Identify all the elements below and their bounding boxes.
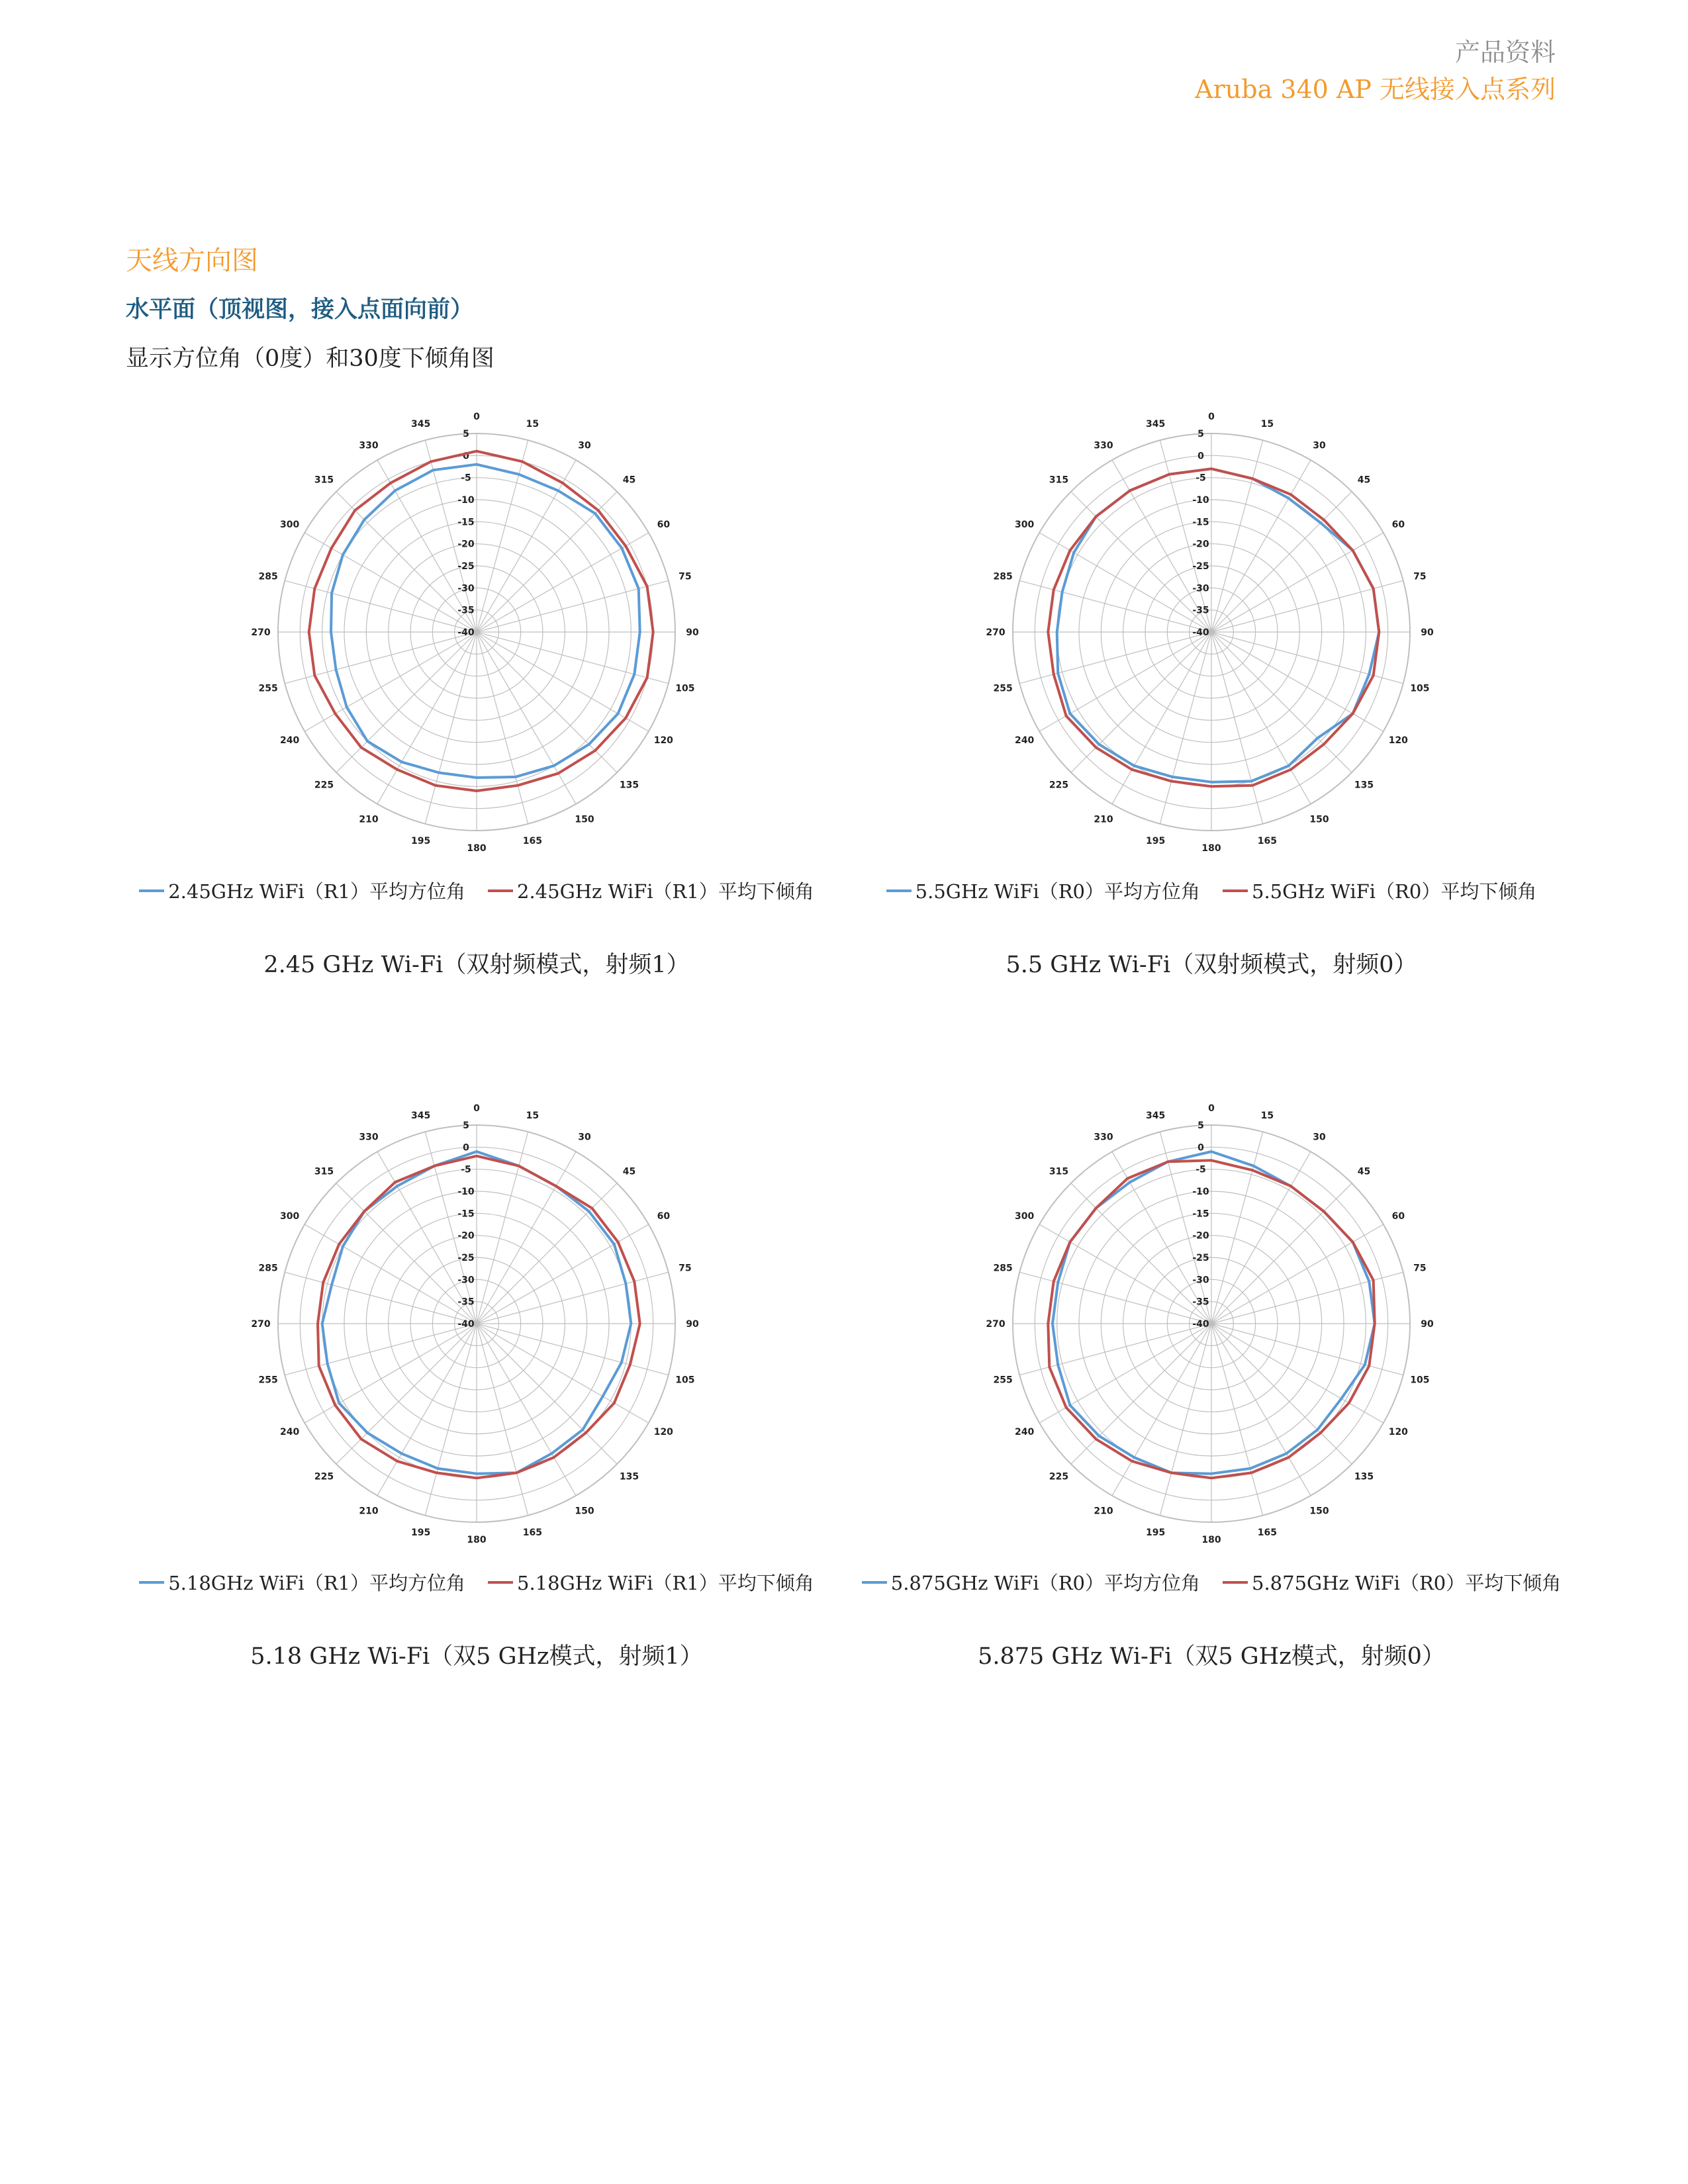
angle-tick-label: 15 <box>1260 419 1274 430</box>
polar-plot-svg <box>113 404 841 920</box>
polar-chart-5-875ghz <box>847 1095 1575 1678</box>
angle-tick-label: 180 <box>1201 843 1221 854</box>
angle-tick-label: 300 <box>1015 520 1035 530</box>
polar-chart-5-5ghz <box>847 404 1575 986</box>
grid-spoke <box>336 1183 477 1324</box>
angle-tick-label: 60 <box>657 520 671 530</box>
angle-tick-label: 15 <box>1260 1111 1274 1122</box>
legend-swatch-downtilt <box>1223 1581 1248 1584</box>
angle-tick-label: 225 <box>314 780 334 791</box>
angle-tick-label: 195 <box>1146 835 1166 846</box>
angle-tick-label: 330 <box>359 1132 379 1143</box>
angle-tick-label: 255 <box>993 683 1013 694</box>
grid-spoke <box>1211 632 1263 824</box>
polar-chart-5-18ghz <box>113 1095 841 1678</box>
radial-tick-label: -20 <box>1192 1230 1209 1242</box>
radial-tick-label: -25 <box>457 1253 475 1263</box>
angle-tick-label: 240 <box>1015 735 1035 746</box>
angle-tick-label: 255 <box>258 1375 278 1386</box>
chart-legend <box>113 877 841 904</box>
angle-tick-label: 225 <box>1049 1471 1069 1482</box>
angle-tick-label: 345 <box>1146 1111 1166 1122</box>
angle-tick-label: 225 <box>1049 780 1069 791</box>
angle-tick-label: 120 <box>653 735 673 746</box>
series-downtilt-line <box>309 451 653 791</box>
angle-tick-label: 285 <box>993 571 1013 582</box>
grid-spoke <box>477 1324 669 1375</box>
legend-item-azimuth <box>862 1569 1200 1596</box>
angle-tick-label: 165 <box>1257 1527 1277 1538</box>
angle-tick-label: 90 <box>686 627 699 638</box>
angle-tick-label: 0 <box>473 412 480 422</box>
angle-tick-label: 0 <box>1208 412 1215 422</box>
polar-plot-svg <box>113 1095 841 1612</box>
radial-tick-label: -30 <box>457 1275 475 1286</box>
legend-label-downtilt: 5.18GHz WiFi（R1）平均下倾角 <box>517 1572 814 1594</box>
angle-tick-label: 285 <box>258 1263 278 1274</box>
angle-tick-label: 30 <box>578 440 591 451</box>
legend-item-downtilt <box>1223 877 1536 904</box>
legend-label-azimuth: 5.875GHz WiFi（R0）平均方位角 <box>890 1572 1200 1594</box>
angle-tick-label: 345 <box>411 1111 431 1122</box>
angle-tick-label: 240 <box>280 735 300 746</box>
legend-item-downtilt <box>1223 1569 1561 1596</box>
grid-spoke <box>1071 492 1211 632</box>
angle-tick-label: 150 <box>1309 814 1329 825</box>
grid-spoke <box>425 632 477 824</box>
angle-tick-label: 240 <box>1015 1427 1035 1437</box>
chart-legend <box>113 1569 841 1596</box>
angle-tick-label: 240 <box>280 1427 300 1437</box>
radial-tick-label: -5 <box>461 473 471 484</box>
polar-plot-svg <box>847 404 1575 920</box>
angle-tick-label: 120 <box>1388 1427 1408 1437</box>
legend-label-downtilt: 5.5GHz WiFi（R0）平均下倾角 <box>1252 880 1537 903</box>
angle-tick-label: 45 <box>1357 1166 1371 1177</box>
angle-tick-label: 270 <box>251 627 271 638</box>
angle-tick-label: 105 <box>1410 683 1430 694</box>
grid-spoke <box>1211 492 1352 632</box>
angle-tick-label: 165 <box>522 1527 542 1538</box>
angle-tick-label: 195 <box>1146 1527 1166 1538</box>
radial-tick-label: -25 <box>457 561 475 572</box>
legend-label-azimuth: 2.45GHz WiFi（R1）平均方位角 <box>168 880 465 903</box>
radial-tick-label: -20 <box>457 1230 475 1242</box>
angle-tick-label: 210 <box>1094 814 1113 825</box>
radial-tick-label: -10 <box>1192 495 1209 506</box>
angle-tick-label: 30 <box>1313 440 1326 451</box>
radial-tick-label: -35 <box>1192 1297 1209 1308</box>
grid-spoke <box>336 1324 477 1464</box>
angle-tick-label: 210 <box>359 1506 379 1517</box>
grid-spoke <box>477 1324 528 1516</box>
angle-tick-label: 75 <box>1413 1263 1427 1274</box>
angle-tick-label: 15 <box>526 419 539 430</box>
grid-spoke <box>1160 1324 1211 1516</box>
angle-tick-label: 150 <box>575 1506 594 1517</box>
chart-legend <box>847 1569 1575 1596</box>
angle-tick-label: 60 <box>1391 1211 1405 1222</box>
header-category: 产品资料 <box>1454 38 1556 67</box>
angle-tick-label: 315 <box>1049 1166 1069 1177</box>
radial-tick-label: 0 <box>1197 1142 1204 1154</box>
angle-tick-label: 60 <box>1391 520 1405 530</box>
angle-tick-label: 150 <box>575 814 594 825</box>
grid-spoke <box>477 632 528 824</box>
legend-item-downtilt <box>488 1569 814 1596</box>
radial-tick-label: 0 <box>463 1142 469 1154</box>
angle-tick-label: 270 <box>986 1319 1006 1330</box>
angle-tick-label: 285 <box>993 1263 1013 1274</box>
angle-tick-label: 330 <box>1094 440 1113 451</box>
angle-tick-label: 45 <box>1357 475 1371 486</box>
polar-plot-svg <box>847 1095 1575 1612</box>
radial-tick-label: -15 <box>457 1208 475 1220</box>
header-product: Aruba 340 AP 无线接入点系列 <box>1195 75 1556 104</box>
legend-label-azimuth: 5.5GHz WiFi（R0）平均方位角 <box>915 880 1200 903</box>
grid-spoke <box>477 1183 617 1324</box>
legend-item-azimuth <box>139 1569 465 1596</box>
angle-tick-label: 315 <box>314 475 334 486</box>
radial-tick-label: -5 <box>1196 1164 1206 1175</box>
legend-item-azimuth <box>886 877 1200 904</box>
legend-swatch-azimuth <box>862 1581 887 1584</box>
legend-swatch-azimuth <box>886 889 912 892</box>
angle-tick-label: 120 <box>653 1427 673 1437</box>
section-title: 天线方向图 <box>126 246 258 276</box>
grid-spoke <box>285 1324 477 1375</box>
angle-tick-label: 345 <box>1146 419 1166 430</box>
angle-tick-label: 180 <box>467 843 487 854</box>
legend-label-downtilt: 5.875GHz WiFi（R0）平均下倾角 <box>1252 1572 1562 1594</box>
angle-tick-label: 45 <box>622 475 636 486</box>
angle-tick-label: 330 <box>359 440 379 451</box>
angle-tick-label: 195 <box>411 835 431 846</box>
grid-spoke <box>1211 440 1263 632</box>
angle-tick-label: 330 <box>1094 1132 1113 1143</box>
grid-spoke <box>336 492 477 632</box>
legend-swatch-downtilt <box>488 889 513 892</box>
radial-tick-label: -40 <box>1192 1319 1209 1330</box>
angle-tick-label: 225 <box>314 1471 334 1482</box>
grid-spoke <box>1211 1324 1263 1516</box>
angle-tick-label: 135 <box>1354 1471 1374 1482</box>
angle-tick-label: 0 <box>1208 1103 1215 1114</box>
radial-tick-label: 0 <box>463 451 469 462</box>
grid-spoke <box>1211 1324 1352 1464</box>
angle-tick-label: 300 <box>280 1211 300 1222</box>
angle-tick-label: 90 <box>686 1319 699 1330</box>
radial-tick-label: 0 <box>1197 451 1204 462</box>
legend-item-downtilt <box>488 877 814 904</box>
angle-tick-label: 45 <box>622 1166 636 1177</box>
chart-caption: 2.45 GHz Wi-Fi（双射频模式，射频1） <box>263 952 690 978</box>
radial-tick-label: -5 <box>1196 473 1206 484</box>
grid-spoke <box>1160 632 1211 824</box>
angle-tick-label: 165 <box>1257 835 1277 846</box>
angle-tick-label: 180 <box>467 1535 487 1545</box>
angle-tick-label: 135 <box>1354 780 1374 791</box>
legend-label-downtilt: 2.45GHz WiFi（R1）平均下倾角 <box>517 880 814 903</box>
angle-tick-label: 135 <box>619 1471 639 1482</box>
legend-label-azimuth: 5.18GHz WiFi（R1）平均方位角 <box>168 1572 465 1594</box>
angle-tick-label: 315 <box>314 1166 334 1177</box>
angle-tick-label: 300 <box>280 520 300 530</box>
angle-tick-label: 255 <box>258 683 278 694</box>
radial-tick-label: -30 <box>1192 1275 1209 1286</box>
radial-tick-label: -40 <box>457 1319 475 1330</box>
chart-caption: 5.875 GHz Wi-Fi（双5 GHz模式，射频0） <box>978 1643 1445 1670</box>
chart-caption: 5.18 GHz Wi-Fi（双5 GHz模式，射频1） <box>250 1643 703 1670</box>
radial-tick-label: -5 <box>461 1164 471 1175</box>
angle-tick-label: 30 <box>578 1132 591 1143</box>
radial-tick-label: -20 <box>457 539 475 550</box>
chart-legend <box>847 877 1575 904</box>
radial-tick-label: 5 <box>463 429 469 439</box>
grid-spoke <box>1071 1183 1211 1324</box>
legend-swatch-downtilt <box>488 1581 513 1584</box>
legend-item-azimuth <box>139 877 465 904</box>
section-description: 显示方位角（0度）和30度下倾角图 <box>126 345 494 372</box>
angle-tick-label: 285 <box>258 571 278 582</box>
radial-tick-label: -10 <box>457 1187 475 1197</box>
radial-tick-label: -15 <box>1192 517 1209 528</box>
angle-tick-label: 150 <box>1309 1506 1329 1517</box>
radial-tick-label: 5 <box>463 1120 469 1131</box>
radial-tick-label: -40 <box>457 627 475 638</box>
angle-tick-label: 270 <box>986 627 1006 638</box>
radial-tick-label: -25 <box>1192 561 1209 572</box>
legend-swatch-azimuth <box>139 889 164 892</box>
radial-tick-label: -20 <box>1192 539 1209 550</box>
grid-spoke <box>425 1324 477 1516</box>
radial-tick-label: 5 <box>1197 429 1204 439</box>
angle-tick-label: 300 <box>1015 1211 1035 1222</box>
grid-spoke <box>1071 1324 1211 1464</box>
radial-tick-label: -35 <box>1192 605 1209 616</box>
angle-tick-label: 15 <box>526 1111 539 1122</box>
grid-spoke <box>1211 1183 1352 1324</box>
angle-tick-label: 210 <box>1094 1506 1113 1517</box>
grid-spoke <box>285 1272 477 1324</box>
grid-spoke <box>336 632 477 772</box>
angle-tick-label: 135 <box>619 780 639 791</box>
angle-tick-label: 180 <box>1201 1535 1221 1545</box>
radial-tick-label: -15 <box>457 517 475 528</box>
radial-tick-label: -10 <box>457 495 475 506</box>
grid-spoke <box>1071 632 1211 772</box>
angle-tick-label: 75 <box>679 1263 692 1274</box>
angle-tick-label: 165 <box>522 835 542 846</box>
angle-tick-label: 30 <box>1313 1132 1326 1143</box>
radial-tick-label: -25 <box>1192 1253 1209 1263</box>
angle-tick-label: 315 <box>1049 475 1069 486</box>
angle-tick-label: 60 <box>657 1211 671 1222</box>
angle-tick-label: 90 <box>1421 1319 1434 1330</box>
radial-tick-label: -30 <box>457 583 475 594</box>
series-azimuth-line <box>331 465 640 778</box>
grid-spoke <box>1211 632 1352 772</box>
grid-spoke <box>477 1324 617 1464</box>
angle-tick-label: 105 <box>675 1375 695 1386</box>
radial-tick-label: -10 <box>1192 1187 1209 1197</box>
angle-tick-label: 105 <box>675 683 695 694</box>
angle-tick-label: 90 <box>1421 627 1434 638</box>
radial-tick-label: -40 <box>1192 627 1209 638</box>
angle-tick-label: 0 <box>473 1103 480 1114</box>
angle-tick-label: 270 <box>251 1319 271 1330</box>
polar-chart-2-45ghz <box>113 404 841 986</box>
angle-tick-label: 75 <box>1413 571 1427 582</box>
radial-tick-label: -15 <box>1192 1208 1209 1220</box>
section-subtitle: 水平面（顶视图，接入点面向前） <box>126 296 474 323</box>
angle-tick-label: 195 <box>411 1527 431 1538</box>
radial-tick-label: 5 <box>1197 1120 1204 1131</box>
radial-tick-label: -35 <box>457 605 475 616</box>
grid-spoke <box>477 440 528 632</box>
angle-tick-label: 105 <box>1410 1375 1430 1386</box>
angle-tick-label: 75 <box>679 571 692 582</box>
chart-caption: 5.5 GHz Wi-Fi（双射频模式，射频0） <box>1006 952 1417 978</box>
radial-tick-label: -30 <box>1192 583 1209 594</box>
angle-tick-label: 210 <box>359 814 379 825</box>
angle-tick-label: 255 <box>993 1375 1013 1386</box>
angle-tick-label: 120 <box>1388 735 1408 746</box>
legend-swatch-azimuth <box>139 1581 164 1584</box>
legend-swatch-downtilt <box>1223 889 1248 892</box>
radial-tick-label: -35 <box>457 1297 475 1308</box>
angle-tick-label: 345 <box>411 419 431 430</box>
